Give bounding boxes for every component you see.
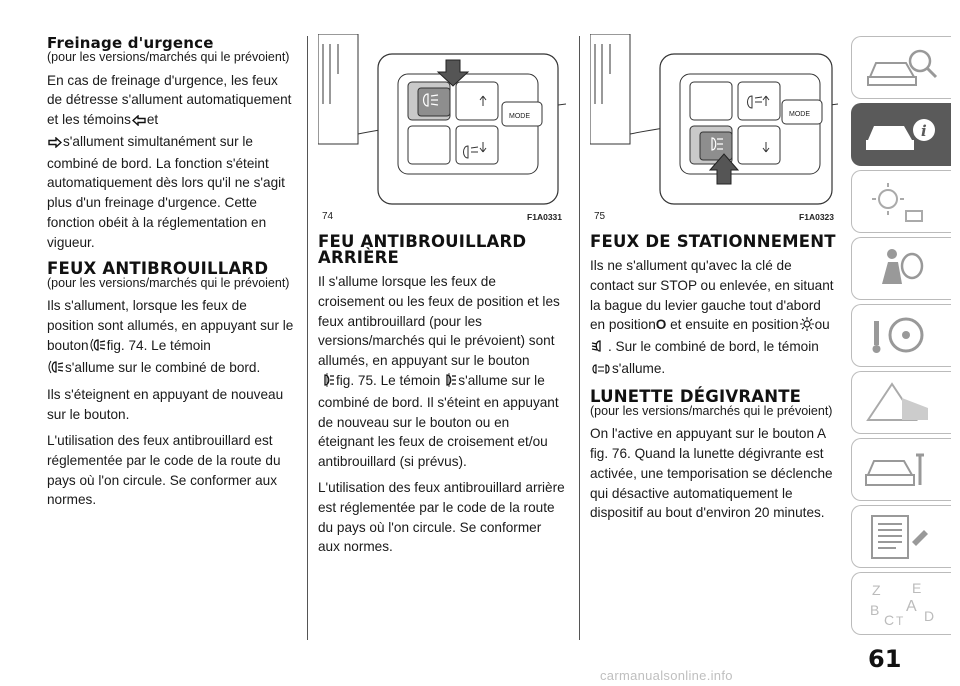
tab-index[interactable] <box>851 572 951 635</box>
tab-safety[interactable] <box>851 237 951 300</box>
paragraph <box>318 272 566 472</box>
dipped-beam-icon <box>591 339 607 359</box>
parking-light-icon <box>800 317 814 337</box>
index-letter: A <box>906 598 917 615</box>
direction-indicator-icon <box>48 134 62 154</box>
heading-feux-antibrouillard: FEUX ANTIBROUILLARD <box>47 258 269 278</box>
figure-code: F1A0323 <box>799 212 834 222</box>
paragraph: L'utilisation des feux antibrouillard est réglementée par le code de la route du pays où l'on circule. Se conformer aux normes. <box>47 432 281 508</box>
side-lights-icon <box>591 361 611 381</box>
index-letter: E <box>912 580 922 596</box>
rear-fog-light-icon <box>319 373 335 393</box>
heading-freinage-urgence: Freinage d'urgence <box>47 34 214 52</box>
tab-emergency[interactable] <box>851 371 951 434</box>
column-divider <box>307 36 308 640</box>
paragraph: L'utilisation des feux antibrouillard arrière est réglementée par le code de la route du pays où l'on circule. Se conformer aux normes. <box>318 479 565 555</box>
heading-lunette-degivrante: LUNETTE DÉGIVRANTE <box>590 386 802 406</box>
index-letter: Z <box>872 582 881 598</box>
front-fog-light-icon <box>48 360 64 380</box>
paragraph <box>47 296 295 379</box>
index-letter: D <box>924 608 935 624</box>
paragraph: On l'active en appuyant sur le bouton A fig. 76. Quand la lunette dégivrante est activée, une temporisation se déclenche qui désactive automatiquement le dispositif au bout d'environ 20 minutes. <box>590 426 833 521</box>
index-letter: C <box>884 612 895 628</box>
tab-technical-data[interactable] <box>851 505 951 568</box>
chapter-tabs <box>851 36 960 639</box>
svg-text:i: i <box>921 122 927 140</box>
rear-fog-light-icon <box>441 373 457 393</box>
heading-feux-de-stationnement: FEUX DE STATIONNEMENT <box>590 232 836 251</box>
figure-74 <box>318 34 566 224</box>
heading-subtitle: (pour les versions/marchés qui le prévoient) <box>47 50 290 64</box>
text: Ils s'allument, lorsque les feux de position sont allumés, en appuyant sur le bouton <box>47 298 294 353</box>
tab-starting-driving[interactable] <box>851 304 951 367</box>
text: Il s'allume lorsque les feux de croisement ou les feux de position et les feux antibrouillard (pour les versions/marchés qui le prévoient) sont allumés, en appuyant sur le bouton <box>318 274 560 369</box>
paragraph: Ils s'éteignent en appuyant de nouveau sur le bouton. <box>47 387 284 423</box>
specifications-icon <box>862 512 942 562</box>
paragraph <box>47 71 295 253</box>
column-divider <box>579 36 580 640</box>
mode-label: MODE <box>509 113 530 120</box>
figure-code: F1A0331 <box>527 212 562 222</box>
figure-75 <box>590 34 838 224</box>
text: et <box>146 112 159 128</box>
mode-label: MODE <box>789 111 810 118</box>
text: et ensuite en position <box>670 317 799 333</box>
hazard-warning-icon <box>132 112 146 132</box>
index-icon <box>862 579 942 629</box>
page-number: 61 <box>868 645 902 673</box>
car-search-icon <box>862 43 942 93</box>
heading-subtitle: (pour les versions/marchés qui le prévoient) <box>590 403 833 418</box>
dashboard-switch-illustration <box>590 34 838 214</box>
text: s'allument simultanément sur le combiné de bord. La fonction s'éteint automatiquement dès lors qu'il ne s'agit plus d'un freinage d'urgence. Cette fonction obéit à la réglementation en vigueur. <box>47 133 285 250</box>
index-letter: T <box>896 614 904 628</box>
figure-number: 74 <box>322 211 334 222</box>
car-service-icon <box>862 445 942 495</box>
steering-wheel-icon <box>862 311 942 361</box>
column-1 <box>47 36 295 516</box>
text: En cas de freinage d'urgence, les feux de détresse s'allument automatiquement et les témoins <box>47 72 292 128</box>
car-info-icon <box>862 110 942 160</box>
tab-knowing-car[interactable] <box>851 103 951 166</box>
text: ou <box>814 317 830 333</box>
text: fig. 75. Le témoin <box>336 372 441 388</box>
watermark: carmanualsonline.info <box>600 668 733 683</box>
heading-feu-antibrouillard-arriere: FEU ANTIBROUILLARD ARRIÈRE <box>318 232 527 267</box>
index-letter: B <box>870 602 880 618</box>
column-2 <box>318 36 566 563</box>
text: s'allume sur le combiné de bord. <box>65 359 261 375</box>
tab-warning-lights[interactable] <box>851 170 951 233</box>
position-o-symbol: O <box>655 317 667 333</box>
warning-light-icon <box>862 177 942 227</box>
text: fig. 74. Le témoin <box>106 337 211 353</box>
figure-number: 75 <box>594 211 606 222</box>
text: Ils ne s'allument qu'avec la clé de contact sur STOP ou enlevée, en situant la bague du levier gauche tout d'abord en position <box>590 258 834 333</box>
front-fog-light-icon <box>90 338 106 358</box>
text: s'allume. <box>612 360 666 376</box>
text: . Sur le combiné de bord, le témoin <box>608 339 819 355</box>
breakdown-icon <box>862 378 942 428</box>
heading-subtitle: (pour les versions/marchés qui le prévoient) <box>47 275 290 290</box>
dashboard-switch-illustration <box>318 34 566 214</box>
column-3 <box>590 36 838 529</box>
text: s'allume sur le combiné de bord. Il s'éteint en appuyant de nouveau sur le bouton ou en éteignant les feux de croisement et/ou antibrouillard (si prévus). <box>318 372 559 470</box>
paragraph <box>590 256 838 381</box>
airbag-icon <box>862 244 942 294</box>
tab-maintenance[interactable] <box>851 438 951 501</box>
tab-dashboard[interactable] <box>851 36 951 99</box>
